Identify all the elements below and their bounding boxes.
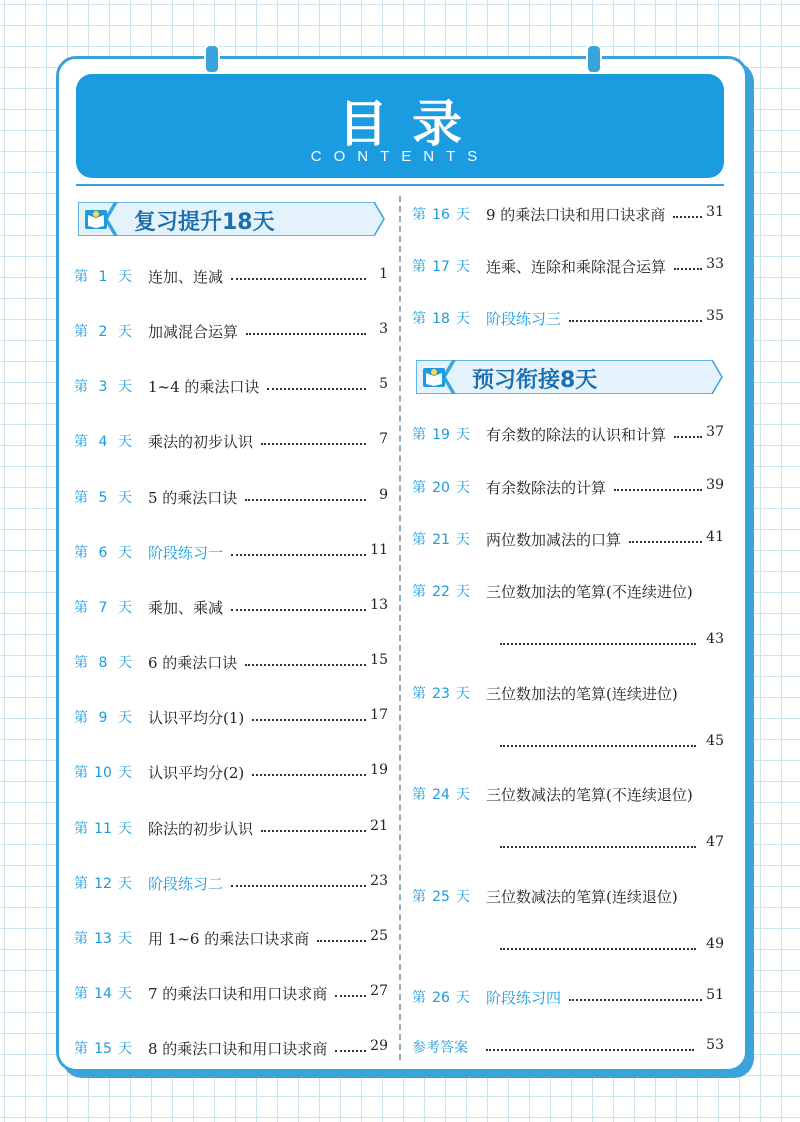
day-prefix: 第 [74,434,88,450]
toc-entry[interactable] [412,784,724,858]
dot-leader [261,830,366,832]
day-label [74,487,132,507]
dot-leader [231,609,366,611]
dot-leader [674,268,702,270]
dot-leader [261,443,366,445]
day-suffix: 天 [118,545,132,561]
page-number: 41 [706,529,724,545]
entry-title: 用 1~6 的乘法口诀求商 [148,930,310,948]
day-number: 2 [98,324,108,340]
dot-leader [500,846,696,848]
day-suffix: 天 [118,821,132,837]
dot-leader [486,1049,694,1051]
header-banner [76,74,724,178]
section-title: 复习提升18天 [134,210,275,235]
day-suffix: 天 [118,600,132,616]
toc-entry[interactable] [74,597,388,621]
page-number: 17 [370,707,388,723]
entry-title: 三位数减法的笔算(不连续退位) [486,786,693,804]
day-label [74,818,132,838]
day-suffix: 天 [456,990,470,1006]
day-number: 23 [432,686,450,702]
day-prefix: 第 [74,655,88,671]
toc-entry[interactable] [412,529,724,553]
page-number: 15 [370,652,388,668]
entry-title: 9 的乘法口诀和用口诀求商 [486,206,666,224]
day-prefix: 第 [412,207,426,223]
toc-entry[interactable] [74,1038,388,1062]
page-number: 25 [370,928,388,944]
dot-leader [569,320,702,322]
entry-title: 连加、连减 [148,268,224,286]
day-number: 24 [432,787,450,803]
page-number: 23 [370,873,388,889]
toc-entry[interactable] [412,581,724,655]
dot-leader [252,774,366,776]
day-number: 16 [432,207,450,223]
day-suffix: 天 [118,434,132,450]
toc-entry-answers[interactable] [412,1037,724,1061]
page-number: 35 [706,308,724,324]
day-number: 18 [432,311,450,327]
day-suffix: 天 [118,931,132,947]
page-number: 45 [706,733,724,749]
day-label [412,581,470,601]
day-label [74,376,132,396]
dot-leader [252,719,366,721]
day-suffix: 天 [456,259,470,275]
toc-entry[interactable] [412,987,724,1011]
day-label [74,321,132,341]
dot-leader [231,885,366,887]
page-number: 29 [370,1038,388,1054]
day-prefix: 第 [412,532,426,548]
day-prefix: 第 [74,931,88,947]
day-prefix: 第 [74,545,88,561]
day-prefix: 第 [74,765,88,781]
dot-leader [569,999,702,1001]
toc-entry[interactable] [412,683,724,757]
column-divider [399,196,401,1060]
day-number: 15 [94,1041,112,1057]
toc-entry[interactable] [74,266,388,290]
day-number: 13 [94,931,112,947]
toc-entry[interactable] [412,886,724,960]
entry-title: 连乘、连除和乘除混合运算 [486,258,667,276]
day-number: 9 [98,710,108,726]
toc-entry[interactable] [74,707,388,731]
day-prefix: 第 [74,324,88,340]
entry-title: 三位数加法的笔算(不连续进位) [486,583,693,601]
day-label [412,256,470,276]
toc-entry[interactable] [412,204,724,228]
day-prefix: 第 [412,990,426,1006]
day-suffix: 天 [118,876,132,892]
section-title: 预习衔接8天 [472,368,598,393]
day-label [412,529,470,549]
day-suffix: 天 [456,427,470,443]
day-number: 25 [432,889,450,905]
day-label [412,477,470,497]
answers-label: 参考答案 [412,1040,468,1056]
day-prefix: 第 [74,600,88,616]
dot-leader [231,278,366,280]
page-number: 27 [370,983,388,999]
page-number: 49 [706,936,724,952]
day-label [412,683,470,703]
day-number: 14 [94,986,112,1002]
entry-title: 阶段练习四 [486,989,562,1007]
day-suffix: 天 [118,269,132,285]
day-suffix: 天 [118,710,132,726]
dot-leader [246,333,366,335]
day-prefix: 第 [74,490,88,506]
toc-entry[interactable] [74,542,388,566]
day-label [74,431,132,451]
toc-entry[interactable] [74,321,388,345]
day-prefix: 第 [74,269,88,285]
dot-leader [245,499,366,501]
day-label [412,784,470,804]
page-number: 1 [379,266,388,282]
page-number: 53 [706,1037,724,1053]
day-label [74,873,132,893]
entry-title: 加减混合运算 [148,323,239,341]
day-prefix: 第 [412,889,426,905]
page-number: 43 [706,631,724,647]
page-number: 37 [706,424,724,440]
day-suffix: 天 [118,1041,132,1057]
day-prefix: 第 [412,427,426,443]
day-label [74,597,132,617]
page-number: 19 [370,762,388,778]
day-prefix: 第 [412,686,426,702]
day-label [74,1038,132,1058]
day-label [74,542,132,562]
entry-title: 乘法的初步认识 [148,433,254,451]
page-number: 3 [379,321,388,337]
toc-entry[interactable] [74,487,388,511]
day-suffix: 天 [118,765,132,781]
toc-entry[interactable] [412,477,724,501]
entry-title: 三位数减法的笔算(连续退位) [486,888,678,906]
book-idea-icon [422,365,446,389]
toc-entry[interactable] [74,376,388,400]
section-banner-preview[interactable] [416,360,724,394]
entry-title: 两位数加减法的口算 [486,531,622,549]
dot-leader [317,940,366,942]
entry-title: 有余数的除法的认识和计算 [486,426,667,444]
page-number: 31 [706,204,724,220]
day-suffix: 天 [456,787,470,803]
day-number: 10 [94,765,112,781]
page-number: 39 [706,477,724,493]
entry-title: 阶段练习三 [486,310,562,328]
day-number: 22 [432,584,450,600]
day-prefix: 第 [74,1041,88,1057]
page-number: 11 [370,542,388,558]
binder-ring-right [586,44,602,74]
toc-entry[interactable] [74,983,388,1007]
toc-entry[interactable] [412,256,724,280]
day-prefix: 第 [74,821,88,837]
page-number: 21 [370,818,388,834]
day-prefix: 第 [412,259,426,275]
entry-title: 5 的乘法口诀 [148,489,238,507]
day-suffix: 天 [118,324,132,340]
entry-title: 认识平均分(2) [148,764,245,782]
day-number: 12 [94,876,112,892]
day-label [74,266,132,286]
day-number: 4 [98,434,108,450]
day-prefix: 第 [74,986,88,1002]
page-number: 5 [379,376,388,392]
day-label [412,204,470,224]
day-number: 17 [432,259,450,275]
toc-entry[interactable] [74,431,388,455]
section-banner-review[interactable] [78,202,386,236]
day-number: 5 [98,490,108,506]
entry-title: 乘加、乘减 [148,599,224,617]
dot-leader [614,489,702,491]
dot-leader [500,643,696,645]
entry-title: 6 的乘法口诀 [148,654,238,672]
day-label [74,928,132,948]
day-prefix: 第 [412,787,426,803]
entry-title: 7 的乘法口诀和用口诀求商 [148,985,328,1003]
day-suffix: 天 [118,655,132,671]
day-prefix: 第 [74,710,88,726]
toc-entry[interactable] [74,818,388,842]
entry-title: 1~4 的乘法口诀 [148,378,260,396]
day-label [74,983,132,1003]
toc-entry[interactable] [412,308,724,332]
page-number: 47 [706,834,724,850]
book-idea-icon [84,207,108,231]
dot-leader [267,388,366,390]
toc-entry[interactable] [74,873,388,897]
page-number: 7 [379,431,388,447]
day-number: 11 [94,821,112,837]
day-prefix: 第 [412,584,426,600]
day-label [412,308,470,328]
day-label [412,424,470,444]
entry-title: 阶段练习二 [148,875,224,893]
page-subtitle: CONTENTS [310,148,490,165]
day-suffix: 天 [456,686,470,702]
day-number: 3 [98,379,108,395]
day-suffix: 天 [118,986,132,1002]
day-suffix: 天 [456,584,470,600]
dot-leader [674,436,702,438]
entry-title: 阶段练习一 [148,544,224,562]
day-label [412,886,470,906]
day-number: 8 [98,655,108,671]
entry-title: 有余数除法的计算 [486,479,607,497]
day-label [74,707,132,727]
toc-entry[interactable] [74,762,388,786]
day-number: 1 [98,269,108,285]
page-number: 51 [706,987,724,1003]
dot-leader [500,745,696,747]
toc-entry[interactable] [412,424,724,448]
entry-title: 认识平均分(1) [148,709,245,727]
dot-leader [335,995,366,997]
day-label [412,987,470,1007]
day-suffix: 天 [456,889,470,905]
dot-leader [673,216,702,218]
day-suffix: 天 [456,480,470,496]
day-suffix: 天 [456,311,470,327]
dot-leader [231,554,366,556]
entry-title: 8 的乘法口诀和用口诀求商 [148,1040,328,1058]
page-number: 13 [370,597,388,613]
day-number: 6 [98,545,108,561]
day-prefix: 第 [74,876,88,892]
page-number: 9 [379,487,388,503]
day-suffix: 天 [456,532,470,548]
toc-entry[interactable] [74,652,388,676]
day-prefix: 第 [412,480,426,496]
day-suffix: 天 [456,207,470,223]
binder-ring-left [204,44,220,74]
page-title: 目录 [338,95,486,153]
dot-leader [245,664,366,666]
day-suffix: 天 [118,379,132,395]
day-label [74,652,132,672]
day-number: 21 [432,532,450,548]
day-number: 19 [432,427,450,443]
dot-leader [500,948,696,950]
dot-leader [629,541,702,543]
day-suffix: 天 [118,490,132,506]
toc-entry[interactable] [74,928,388,952]
day-prefix: 第 [74,379,88,395]
day-number: 26 [432,990,450,1006]
day-label [74,762,132,782]
day-prefix: 第 [412,311,426,327]
day-number: 7 [98,600,108,616]
entry-title: 除法的初步认识 [148,820,254,838]
header-underline [76,184,724,186]
entry-title: 三位数加法的笔算(连续进位) [486,685,678,703]
day-number: 20 [432,480,450,496]
dot-leader [335,1050,366,1052]
page-number: 33 [706,256,724,272]
